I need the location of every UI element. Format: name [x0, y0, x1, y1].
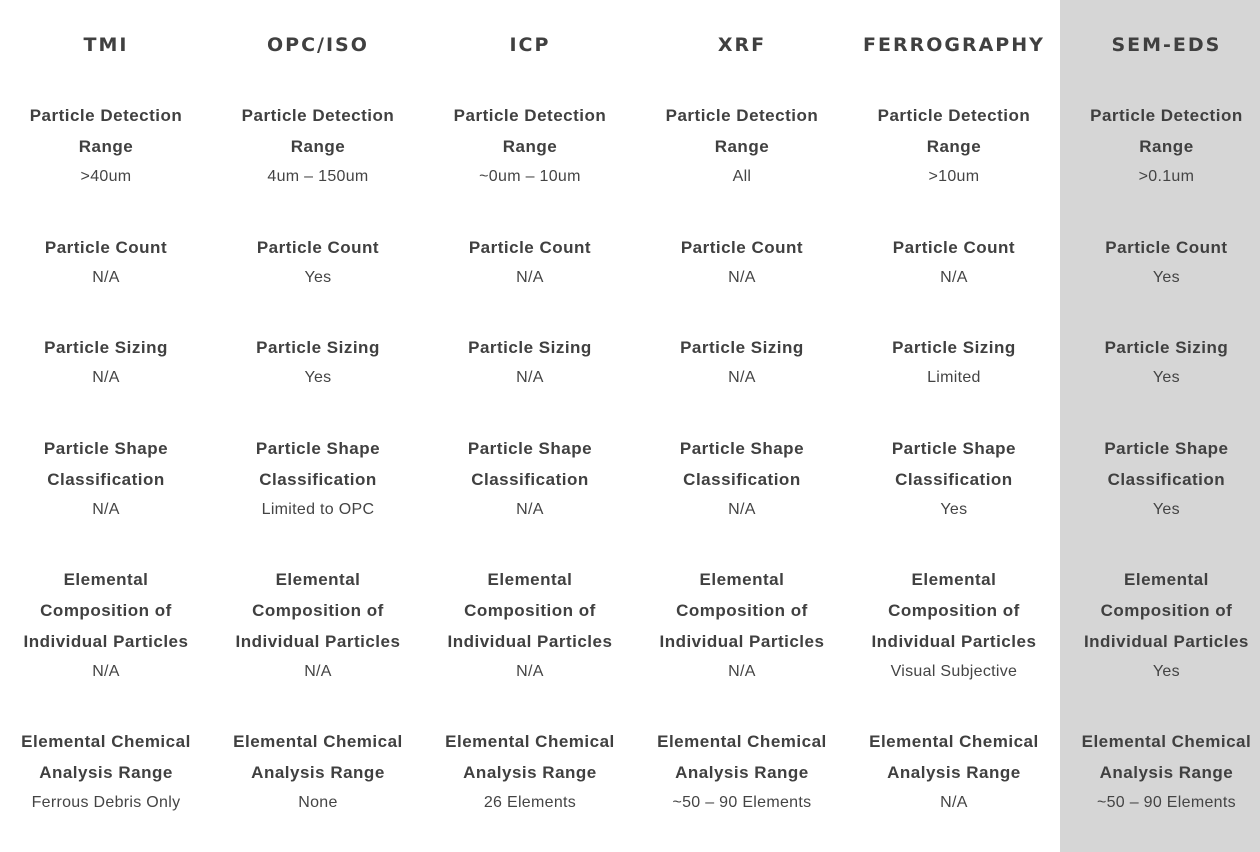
cell-label: Elemental Composition of Individual Particles — [23, 570, 189, 651]
cell-value: N/A — [516, 663, 544, 680]
column-icp — [424, 0, 636, 852]
cell-label: Particle Shape Classification — [1104, 439, 1229, 489]
cell-particle-sizing — [1066, 332, 1260, 393]
cell-elemental-composition — [212, 564, 424, 687]
cell-particle-count — [848, 232, 1060, 293]
cell-label: Elemental Chemical Analysis Range — [1081, 732, 1252, 782]
cell-value: Yes — [1152, 501, 1180, 518]
cell-value: Yes — [304, 369, 332, 386]
column-header: XRF — [717, 34, 767, 56]
cell-elemental-composition — [424, 564, 636, 687]
cell-label: Elemental Chemical Analysis Range — [445, 732, 615, 782]
cell-label: Particle Shape Classification — [43, 439, 169, 489]
column-ferrography — [848, 0, 1060, 852]
cell-chemical-analysis-range — [636, 726, 848, 818]
cell-elemental-composition — [636, 564, 848, 687]
cell-chemical-analysis-range — [0, 726, 212, 818]
cell-label: Particle Sizing — [256, 338, 380, 357]
cell-particle-sizing — [636, 332, 848, 393]
cell-value: Yes — [1152, 369, 1180, 386]
cell-value: N/A — [940, 269, 968, 286]
cell-value: N/A — [92, 369, 120, 386]
cell-label: Particle Sizing — [1104, 338, 1229, 357]
cell-particle-count — [424, 232, 636, 293]
cell-value: N/A — [516, 369, 544, 386]
column-opc-iso — [212, 0, 424, 852]
cell-label: Particle Sizing — [680, 338, 804, 357]
cell-label: Particle Count — [1105, 238, 1228, 257]
cell-label: Elemental Composition of Individual Particles — [1083, 570, 1249, 651]
cell-shape-classification — [636, 433, 848, 525]
column-header: OPC/ISO — [267, 34, 369, 56]
cell-value: N/A — [516, 269, 544, 286]
cell-value: All — [732, 168, 752, 185]
cell-label: Particle Sizing — [468, 338, 592, 357]
cell-value: ~0um – 10um — [479, 168, 581, 185]
column-header: ICP — [509, 34, 551, 56]
cell-label: Particle Count — [680, 238, 804, 257]
cell-value: Yes — [940, 501, 968, 518]
cell-label: Particle Detection Range — [453, 106, 607, 156]
column-header: TMI — [83, 34, 129, 56]
cell-particle-count — [1066, 232, 1260, 293]
cell-label: Elemental Composition of Individual Particles — [659, 570, 825, 651]
cell-shape-classification — [1066, 433, 1260, 525]
cell-label: Particle Count — [892, 238, 1016, 257]
cell-label: Particle Sizing — [892, 338, 1016, 357]
cell-particle-sizing — [848, 332, 1060, 393]
cell-value: >40um — [80, 168, 132, 185]
cell-value: >10um — [928, 168, 980, 185]
cell-label: Elemental Composition of Individual Particles — [235, 570, 401, 651]
cell-value: N/A — [728, 663, 756, 680]
cell-chemical-analysis-range — [212, 726, 424, 818]
cell-value: N/A — [728, 269, 756, 286]
cell-value: Limited to OPC — [261, 501, 375, 518]
cell-value: N/A — [92, 501, 120, 518]
cell-value: Ferrous Debris Only — [31, 794, 181, 811]
cell-label: Elemental Chemical Analysis Range — [233, 732, 403, 782]
cell-value: Visual Subjective — [890, 663, 1018, 680]
cell-elemental-composition — [0, 564, 212, 687]
cell-shape-classification — [212, 433, 424, 525]
cell-value: 26 Elements — [483, 794, 577, 811]
cell-chemical-analysis-range — [848, 726, 1060, 818]
cell-label: Elemental Chemical Analysis Range — [21, 732, 191, 782]
cell-particle-count — [636, 232, 848, 293]
cell-label: Particle Shape Classification — [255, 439, 381, 489]
cell-detection-range — [1066, 100, 1260, 192]
cell-label: Particle Shape Classification — [467, 439, 593, 489]
column-header: FERROGRAPHY — [862, 34, 1045, 56]
cell-detection-range — [848, 100, 1060, 192]
cell-particle-sizing — [212, 332, 424, 393]
cell-label: Elemental Chemical Analysis Range — [657, 732, 827, 782]
cell-value: N/A — [728, 501, 756, 518]
column-sem-eds-highlighted — [1060, 0, 1260, 852]
cell-label: Particle Detection Range — [241, 106, 395, 156]
cell-value: ~50 – 90 Elements — [672, 794, 812, 811]
cell-particle-count — [0, 232, 212, 293]
cell-shape-classification — [848, 433, 1060, 525]
cell-value: >0.1um — [1138, 168, 1195, 185]
cell-label: Particle Count — [468, 238, 592, 257]
cell-label: Particle Detection Range — [29, 106, 183, 156]
cell-value: Yes — [1152, 269, 1180, 286]
cell-value: N/A — [728, 369, 756, 386]
cell-label: Elemental Composition of Individual Particles — [447, 570, 613, 651]
cell-label: Elemental Composition of Individual Particles — [871, 570, 1037, 651]
cell-label: Particle Detection Range — [1090, 106, 1243, 156]
cell-value: N/A — [92, 663, 120, 680]
cell-value: None — [298, 794, 338, 811]
cell-value: N/A — [92, 269, 120, 286]
column-header: SEM-EDS — [1111, 34, 1222, 56]
cell-value: 4um – 150um — [267, 168, 369, 185]
cell-label: Particle Detection Range — [665, 106, 819, 156]
cell-elemental-composition — [1066, 564, 1260, 687]
cell-chemical-analysis-range — [424, 726, 636, 818]
cell-elemental-composition — [848, 564, 1060, 687]
cell-shape-classification — [0, 433, 212, 525]
cell-label: Particle Shape Classification — [679, 439, 805, 489]
cell-value: Yes — [304, 269, 332, 286]
cell-particle-sizing — [424, 332, 636, 393]
cell-chemical-analysis-range — [1066, 726, 1260, 818]
column-xrf — [636, 0, 848, 852]
cell-label: Particle Count — [44, 238, 168, 257]
cell-value: N/A — [304, 663, 332, 680]
cell-detection-range — [424, 100, 636, 192]
cell-particle-count — [212, 232, 424, 293]
cell-value: ~50 – 90 Elements — [1096, 794, 1236, 811]
cell-detection-range — [212, 100, 424, 192]
cell-label: Particle Sizing — [44, 338, 168, 357]
cell-detection-range — [0, 100, 212, 192]
cell-label: Particle Shape Classification — [891, 439, 1017, 489]
cell-label: Elemental Chemical Analysis Range — [869, 732, 1039, 782]
cell-value: Yes — [1152, 663, 1180, 680]
column-tmi — [0, 0, 212, 852]
cell-particle-sizing — [0, 332, 212, 393]
cell-label: Particle Count — [256, 238, 380, 257]
cell-label: Particle Detection Range — [877, 106, 1031, 156]
cell-detection-range — [636, 100, 848, 192]
cell-value: Limited — [927, 369, 981, 386]
cell-shape-classification — [424, 433, 636, 525]
cell-value: N/A — [516, 501, 544, 518]
cell-value: N/A — [940, 794, 968, 811]
